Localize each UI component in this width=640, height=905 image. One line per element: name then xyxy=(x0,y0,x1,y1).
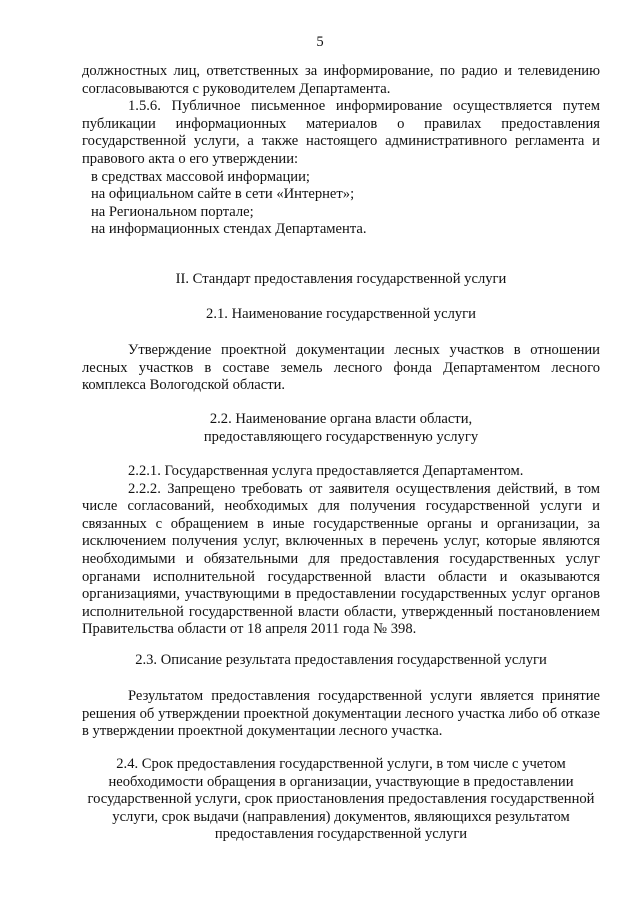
section-2-4-heading-block xyxy=(82,756,600,844)
section-2-1-heading-block xyxy=(82,306,600,324)
section-2-2-heading-line-1: 2.2. Наименование органа власти области, xyxy=(209,411,473,427)
section-2-1-body xyxy=(82,342,600,395)
page-number: 5 xyxy=(316,34,324,50)
section-2-1-text: Утверждение проектной документации лесных участков в отношении лесных участков в составе земель лесного фонда Департаментом лесного комплекса Вологодской области. xyxy=(82,342,600,394)
section-2-3-heading-block xyxy=(82,652,600,670)
section-ii-title: II. Стандарт предоставления государственной услуги xyxy=(175,271,507,287)
section-2-1-heading: 2.1. Наименование государственной услуги xyxy=(206,306,476,322)
section-2-3-heading: 2.3. Описание результата предоставления государственной услуги xyxy=(135,652,547,668)
clause-2-2-1: 2.2.1. Государственная услуга предоставляется Департаментом. xyxy=(128,463,524,479)
section-2-2-heading-block xyxy=(82,411,600,446)
list-item: на официальном сайте в сети «Интернет»; xyxy=(91,186,355,203)
clause-2-2-2: 2.2.2. Запрещено требовать от заявителя осуществления действий, в том числе согласований, необходимых для получения государственной услуги и связанных с обращением в иные государственные органы и организации, за исключением получения услуг, включенных в перечень услуг, которые являются необходимыми и обязательными для предоставления государственных услуг органами исполнительной государственной власти области и оказываются организациями, участвующими в предоставлении государственных услуг органов исполнительной государственной власти области, утвержденный постановлением Правительства области от 18 апреля 2011 года № 398. xyxy=(82,480,600,638)
list-item: на Региональном портале; xyxy=(91,203,254,220)
continuation-paragraph: должностных лиц, ответственных за информирование, по радио и телевидению согласовываются с руководителем Департамента. xyxy=(82,63,600,97)
section-ii-heading-block xyxy=(82,271,600,289)
section-2-4-heading-line: государственной услуги, срок приостановления предоставления государственной xyxy=(87,791,595,808)
section-2-3-body xyxy=(82,688,600,741)
section-2-4-heading-line: 2.4. Срок предоставления государственной услуги, в том числе с учетом xyxy=(116,756,566,772)
section-2-4-heading-line: предоставления государственной услуги xyxy=(214,826,468,843)
intro-block xyxy=(82,63,600,239)
list-item: на информационных стендах Департамента. xyxy=(91,221,367,238)
section-2-2-body xyxy=(82,463,600,639)
list-item: в средствах массовой информации; xyxy=(91,168,310,185)
section-2-4-heading-line: необходимости обращения в организации, участвующие в предоставлении xyxy=(108,773,574,790)
section-2-3-text: Результатом предоставления государственной услуги является принятие решения об утверждении проектной документации лесного участка либо об отказе в утверждении проектной документации лесного участка. xyxy=(82,688,600,740)
section-2-2-heading-line-2: предоставляющего государственную услугу xyxy=(203,428,479,445)
section-2-4-heading-line: услуги, срок выдачи (направления) документов, являющихся результатом xyxy=(112,808,570,825)
clause-1-5-6: 1.5.6. Публичное письменное информирование осуществляется путем публикации информационных материалов о правилах предоставления государственной услуги, а также настоящего административного регламента и правового акта о его утверждении: xyxy=(82,98,600,167)
